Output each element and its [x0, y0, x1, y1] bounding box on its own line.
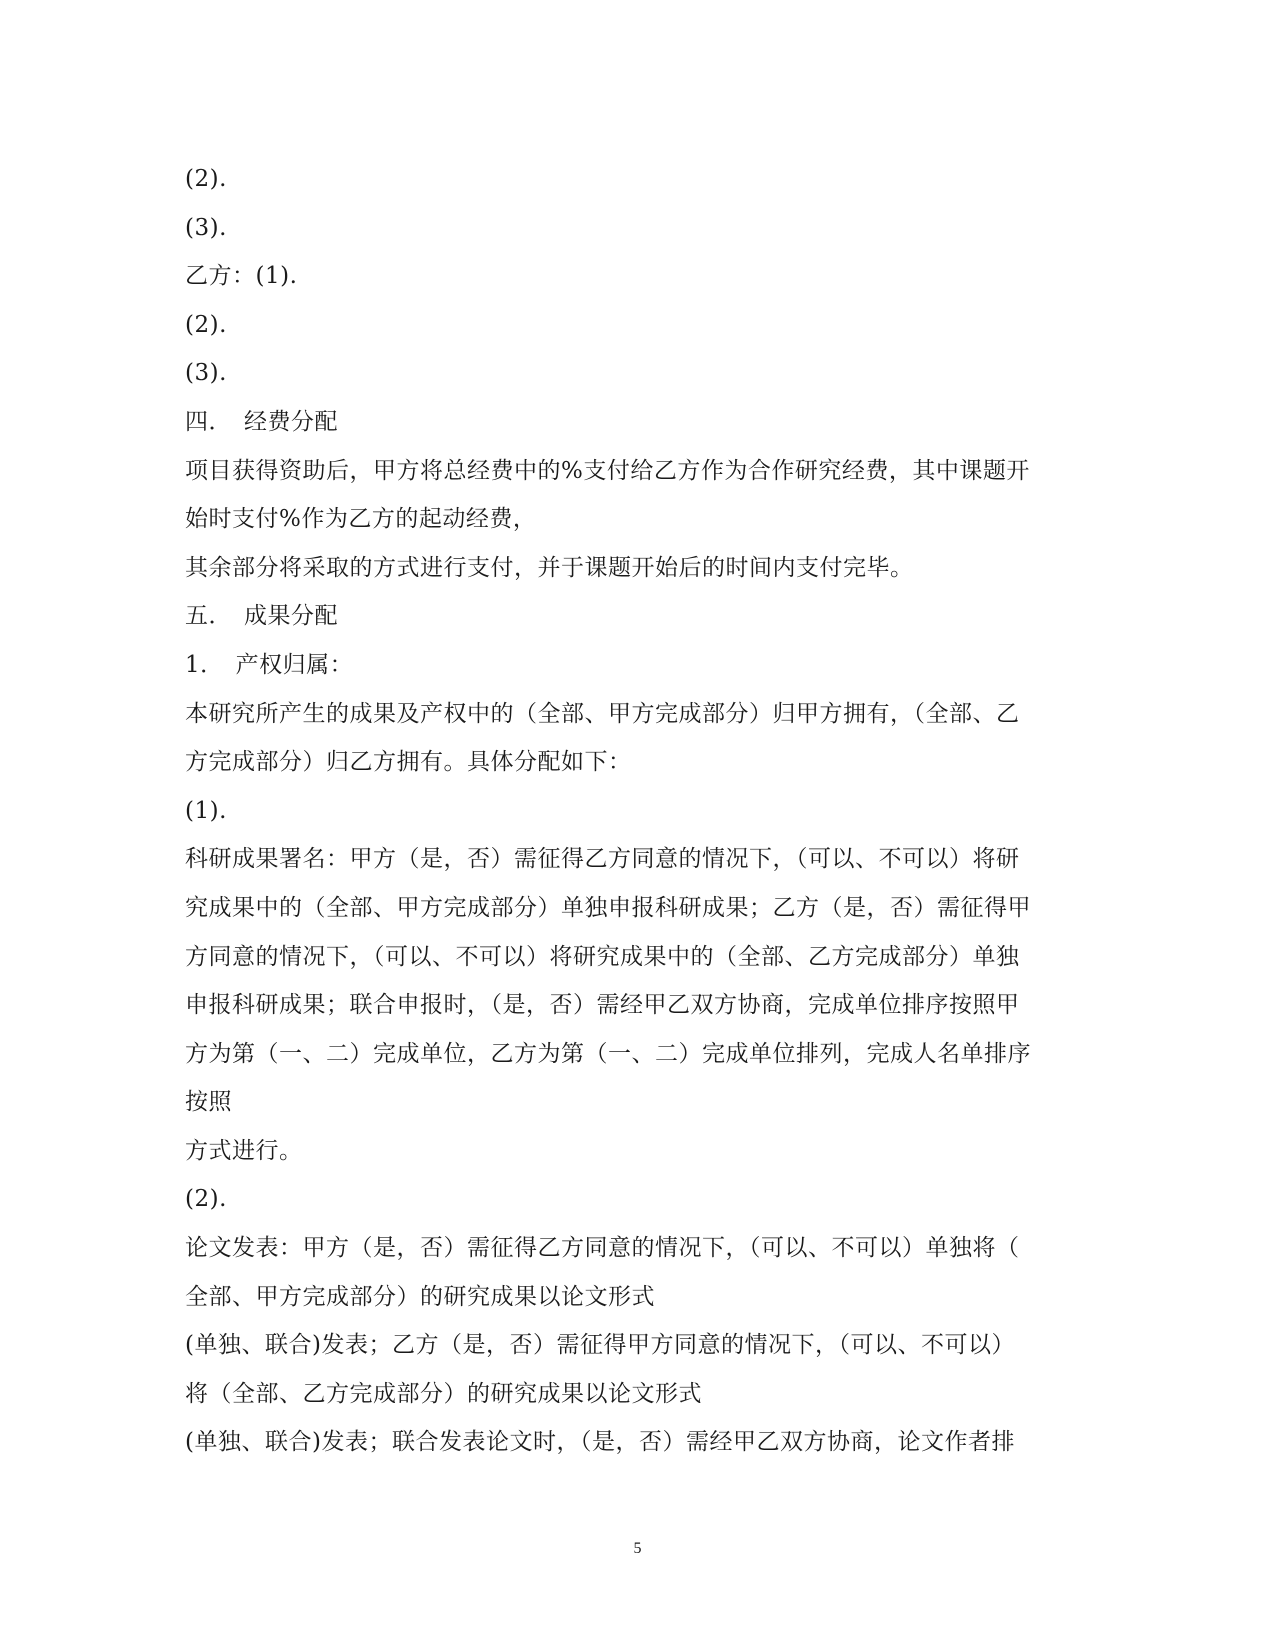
section-heading-funding: 四． 经费分配 [185, 408, 338, 435]
text-line: 方为第（一、二）完成单位，乙方为第（一、二）完成单位排列，完成人名单排序 [185, 1040, 1031, 1067]
text-line: 方式进行。 [185, 1137, 303, 1164]
text-line: 方同意的情况下，（可以、不可以）将研究成果中的（全部、乙方完成部分）单独 [185, 943, 1020, 970]
text-line: 方完成部分）归乙方拥有。具体分配如下： [185, 749, 632, 776]
text-line: 申报科研成果；联合申报时，（是，否）需经甲乙双方协商，完成单位排序按照甲 [185, 992, 1020, 1019]
text-line: (单独、联合)发表；联合发表论文时，（是，否）需经甲乙双方协商，论文作者排 [185, 1429, 1015, 1456]
text-line: (2). [185, 311, 227, 338]
text-line: 项目获得资助后，甲方将总经费中的%支付给乙方作为合作研究经费，其中课题开 [185, 457, 1030, 484]
text-line: 科研成果署名：甲方（是，否）需征得乙方同意的情况下，（可以、不可以）将研 [185, 846, 1020, 873]
text-line: 论文发表：甲方（是，否）需征得乙方同意的情况下，（可以、不可以）单独将（ [185, 1235, 1020, 1262]
text-line: (3). [185, 214, 227, 241]
text-line: 究成果中的（全部、甲方完成部分）单独申报科研成果；乙方（是，否）需征得甲 [185, 894, 1031, 921]
text-line: 按照 [185, 1089, 232, 1116]
text-line: 将（全部、乙方完成部分）的研究成果以论文形式 [185, 1380, 702, 1407]
text-line: 始时支付%作为乙方的起动经费， [185, 506, 537, 533]
text-line: (1). [185, 797, 227, 824]
text-line: (2). [185, 1186, 227, 1213]
text-line: (单独、联合)发表；乙方（是，否）需征得甲方同意的情况下，（可以、不可以） [185, 1332, 1015, 1359]
document-body [185, 155, 1085, 1467]
subsection-heading-ownership: 1． 产权归属： [185, 651, 354, 678]
text-line: 其余部分将采取的方式进行支付，并于课题开始后的时间内支付完毕。 [185, 554, 914, 581]
text-line: 乙方：(1). [185, 263, 298, 290]
text-line: 本研究所产生的成果及产权中的（全部、甲方完成部分）归甲方拥有，（全部、乙 [185, 700, 1020, 727]
text-line: (2). [185, 166, 227, 192]
section-heading-results: 五． 成果分配 [185, 603, 338, 630]
text-line: 全部、甲方完成部分）的研究成果以论文形式 [185, 1283, 655, 1310]
page-number: 5 [633, 1540, 642, 1557]
text-line: (3). [185, 360, 227, 387]
